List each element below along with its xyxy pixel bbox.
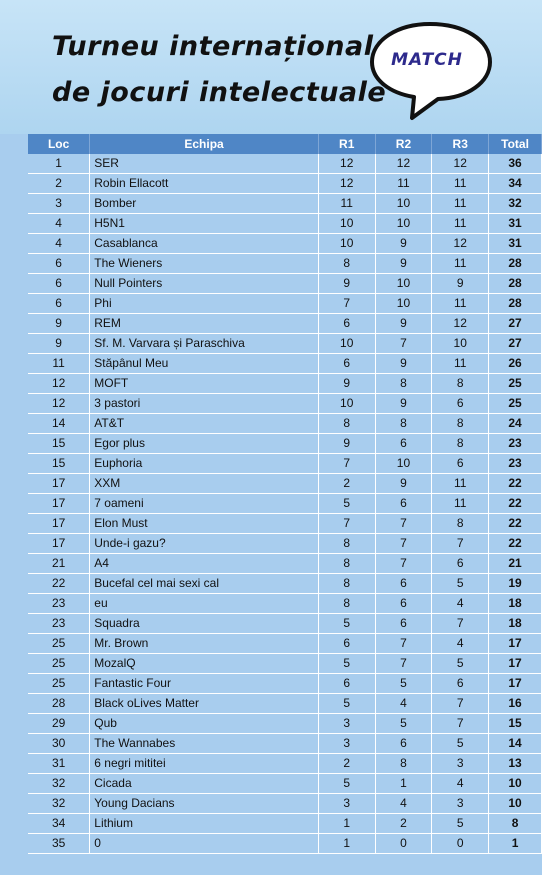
table-row: [28, 494, 542, 514]
cell-r2: 6: [375, 494, 432, 514]
table-row: [28, 794, 542, 814]
cell-total: 34: [489, 174, 542, 194]
cell-team: 0: [90, 834, 319, 854]
column-header-r1[interactable]: R1: [318, 134, 375, 154]
cell-team: Egor plus: [90, 434, 319, 454]
cell-r1: 11: [318, 194, 375, 214]
column-header-r3[interactable]: R3: [432, 134, 489, 154]
table-row: [28, 154, 542, 174]
cell-loc: 3: [28, 194, 90, 214]
cell-r1: 8: [318, 574, 375, 594]
table-row: [28, 514, 542, 534]
cell-r1: 9: [318, 274, 375, 294]
cell-loc: 25: [28, 674, 90, 694]
cell-r3: 5: [432, 734, 489, 754]
cell-r1: 12: [318, 154, 375, 174]
cell-r2: 9: [375, 394, 432, 414]
cell-loc: 9: [28, 334, 90, 354]
cell-r3: 12: [432, 154, 489, 174]
table-row: [28, 454, 542, 474]
cell-r2: 0: [375, 834, 432, 854]
cell-loc: 15: [28, 434, 90, 454]
table-row: [28, 674, 542, 694]
cell-team: Fantastic Four: [90, 674, 319, 694]
cell-total: 18: [489, 594, 542, 614]
cell-total: 10: [489, 794, 542, 814]
cell-r1: 7: [318, 454, 375, 474]
cell-loc: 17: [28, 474, 90, 494]
cell-r1: 10: [318, 394, 375, 414]
cell-loc: 17: [28, 534, 90, 554]
table-row: [28, 374, 542, 394]
cell-loc: 23: [28, 594, 90, 614]
cell-loc: 35: [28, 834, 90, 854]
cell-team: 7 oameni: [90, 494, 319, 514]
cell-team: Mr. Brown: [90, 634, 319, 654]
table-row: [28, 814, 542, 834]
cell-r1: 3: [318, 794, 375, 814]
table-row: [28, 434, 542, 454]
cell-r3: 3: [432, 794, 489, 814]
cell-loc: 1: [28, 154, 90, 174]
table-body: [28, 154, 542, 854]
cell-r1: 5: [318, 614, 375, 634]
cell-team: 6 negri mititei: [90, 754, 319, 774]
cell-r2: 6: [375, 734, 432, 754]
cell-loc: 14: [28, 414, 90, 434]
cell-r1: 5: [318, 494, 375, 514]
cell-total: 26: [489, 354, 542, 374]
column-header-echipa[interactable]: Echipa: [90, 134, 319, 154]
table-row: [28, 234, 542, 254]
results-table: [28, 134, 542, 854]
cell-team: Black oLives Matter: [90, 694, 319, 714]
cell-r1: 8: [318, 534, 375, 554]
table-row: [28, 294, 542, 314]
cell-r3: 7: [432, 614, 489, 634]
cell-r3: 0: [432, 834, 489, 854]
cell-r2: 9: [375, 254, 432, 274]
cell-r1: 8: [318, 254, 375, 274]
cell-r3: 6: [432, 554, 489, 574]
table-row: [28, 694, 542, 714]
cell-r2: 4: [375, 694, 432, 714]
cell-team: Casablanca: [90, 234, 319, 254]
cell-team: The Wannabes: [90, 734, 319, 754]
cell-r2: 6: [375, 574, 432, 594]
cell-loc: 30: [28, 734, 90, 754]
cell-total: 13: [489, 754, 542, 774]
cell-loc: 17: [28, 514, 90, 534]
cell-team: The Wieners: [90, 254, 319, 274]
cell-team: Stăpânul Meu: [90, 354, 319, 374]
cell-loc: 34: [28, 814, 90, 834]
cell-r1: 5: [318, 694, 375, 714]
cell-loc: 32: [28, 794, 90, 814]
cell-total: 23: [489, 454, 542, 474]
cell-team: AT&T: [90, 414, 319, 434]
cell-r3: 5: [432, 654, 489, 674]
table-row: [28, 554, 542, 574]
cell-total: 28: [489, 274, 542, 294]
table-header-row: [28, 134, 542, 154]
cell-team: A4: [90, 554, 319, 574]
table-row: [28, 534, 542, 554]
cell-r3: 11: [432, 214, 489, 234]
cell-r2: 7: [375, 534, 432, 554]
cell-loc: 23: [28, 614, 90, 634]
match-logo: [368, 18, 498, 122]
cell-r3: 8: [432, 434, 489, 454]
cell-r2: 8: [375, 754, 432, 774]
cell-r1: 2: [318, 754, 375, 774]
cell-r2: 7: [375, 554, 432, 574]
cell-total: 22: [489, 514, 542, 534]
table-row: [28, 214, 542, 234]
cell-total: 10: [489, 774, 542, 794]
cell-r1: 9: [318, 374, 375, 394]
cell-r3: 5: [432, 574, 489, 594]
cell-r1: 1: [318, 814, 375, 834]
cell-r1: 5: [318, 774, 375, 794]
cell-team: Robin Ellacott: [90, 174, 319, 194]
cell-r3: 11: [432, 494, 489, 514]
cell-r3: 6: [432, 394, 489, 414]
cell-team: Unde-i gazu?: [90, 534, 319, 554]
cell-team: XXM: [90, 474, 319, 494]
cell-total: 19: [489, 574, 542, 594]
cell-team: Qub: [90, 714, 319, 734]
table-row: [28, 714, 542, 734]
cell-total: 22: [489, 534, 542, 554]
title-line-2: de jocuri intelectuale: [52, 77, 387, 108]
cell-loc: 4: [28, 214, 90, 234]
cell-loc: 21: [28, 554, 90, 574]
cell-r2: 10: [375, 214, 432, 234]
cell-r1: 6: [318, 354, 375, 374]
logo-text: MATCH: [391, 50, 463, 70]
cell-total: 25: [489, 394, 542, 414]
cell-r2: 7: [375, 514, 432, 534]
table-row: [28, 334, 542, 354]
column-header-loc[interactable]: Loc: [28, 134, 90, 154]
table-row: [28, 614, 542, 634]
cell-r1: 3: [318, 714, 375, 734]
cell-r3: 6: [432, 454, 489, 474]
cell-r1: 3: [318, 734, 375, 754]
cell-total: 8: [489, 814, 542, 834]
cell-total: 36: [489, 154, 542, 174]
cell-r2: 12: [375, 154, 432, 174]
cell-team: REM: [90, 314, 319, 334]
cell-team: Lithium: [90, 814, 319, 834]
cell-r3: 9: [432, 274, 489, 294]
cell-r1: 8: [318, 414, 375, 434]
cell-r2: 7: [375, 634, 432, 654]
cell-r2: 5: [375, 714, 432, 734]
column-header-r2[interactable]: R2: [375, 134, 432, 154]
cell-total: 28: [489, 294, 542, 314]
cell-r1: 6: [318, 634, 375, 654]
cell-r1: 7: [318, 514, 375, 534]
table-row: [28, 834, 542, 854]
cell-total: 1: [489, 834, 542, 854]
cell-r2: 6: [375, 594, 432, 614]
cell-r1: 10: [318, 234, 375, 254]
cell-team: Sf. M. Varvara și Paraschiva: [90, 334, 319, 354]
table-row: [28, 754, 542, 774]
cell-r3: 10: [432, 334, 489, 354]
cell-loc: 32: [28, 774, 90, 794]
cell-loc: 29: [28, 714, 90, 734]
cell-r3: 4: [432, 634, 489, 654]
cell-loc: 6: [28, 274, 90, 294]
cell-total: 21: [489, 554, 542, 574]
page-header: [0, 0, 542, 134]
table-row: [28, 194, 542, 214]
cell-team: H5N1: [90, 214, 319, 234]
cell-total: 22: [489, 494, 542, 514]
cell-total: 27: [489, 314, 542, 334]
cell-r1: 12: [318, 174, 375, 194]
cell-team: Cicada: [90, 774, 319, 794]
speech-bubble-icon: [368, 18, 498, 122]
results-area: [0, 134, 542, 875]
cell-r1: 1: [318, 834, 375, 854]
cell-r2: 10: [375, 274, 432, 294]
cell-total: 14: [489, 734, 542, 754]
table-row: [28, 594, 542, 614]
cell-team: eu: [90, 594, 319, 614]
cell-r1: 6: [318, 314, 375, 334]
cell-loc: 28: [28, 694, 90, 714]
cell-r3: 8: [432, 374, 489, 394]
cell-total: 17: [489, 654, 542, 674]
cell-team: Bucefal cel mai sexi cal: [90, 574, 319, 594]
cell-team: MOFT: [90, 374, 319, 394]
cell-r3: 7: [432, 714, 489, 734]
cell-r2: 7: [375, 654, 432, 674]
cell-loc: 31: [28, 754, 90, 774]
cell-loc: 17: [28, 494, 90, 514]
cell-loc: 12: [28, 394, 90, 414]
cell-total: 28: [489, 254, 542, 274]
cell-r1: 6: [318, 674, 375, 694]
cell-r3: 11: [432, 294, 489, 314]
cell-total: 31: [489, 234, 542, 254]
table-row: [28, 314, 542, 334]
cell-r2: 9: [375, 354, 432, 374]
cell-r3: 3: [432, 754, 489, 774]
cell-r2: 6: [375, 614, 432, 634]
cell-loc: 11: [28, 354, 90, 374]
cell-team: Elon Must: [90, 514, 319, 534]
table-row: [28, 574, 542, 594]
cell-r1: 9: [318, 434, 375, 454]
cell-total: 32: [489, 194, 542, 214]
cell-team: SER: [90, 154, 319, 174]
column-header-total[interactable]: Total: [489, 134, 542, 154]
cell-r2: 4: [375, 794, 432, 814]
table-row: [28, 654, 542, 674]
cell-loc: 6: [28, 254, 90, 274]
table-row: [28, 474, 542, 494]
cell-r2: 1: [375, 774, 432, 794]
cell-r2: 9: [375, 314, 432, 334]
cell-r3: 6: [432, 674, 489, 694]
cell-r3: 7: [432, 694, 489, 714]
cell-loc: 15: [28, 454, 90, 474]
cell-r3: 4: [432, 774, 489, 794]
title-line-1: Turneu internațional: [52, 31, 374, 62]
cell-r2: 7: [375, 334, 432, 354]
cell-total: 17: [489, 674, 542, 694]
cell-r2: 9: [375, 474, 432, 494]
table-row: [28, 354, 542, 374]
cell-r3: 12: [432, 234, 489, 254]
cell-loc: 4: [28, 234, 90, 254]
cell-loc: 6: [28, 294, 90, 314]
cell-loc: 22: [28, 574, 90, 594]
cell-total: 23: [489, 434, 542, 454]
cell-total: 27: [489, 334, 542, 354]
cell-team: Null Pointers: [90, 274, 319, 294]
cell-total: 18: [489, 614, 542, 634]
cell-r2: 6: [375, 434, 432, 454]
table-row: [28, 634, 542, 654]
cell-r1: 8: [318, 554, 375, 574]
cell-r3: 11: [432, 194, 489, 214]
table-row: [28, 394, 542, 414]
cell-r2: 10: [375, 454, 432, 474]
table-row: [28, 774, 542, 794]
table-row: [28, 414, 542, 434]
cell-r2: 2: [375, 814, 432, 834]
cell-team: Squadra: [90, 614, 319, 634]
table-row: [28, 254, 542, 274]
cell-loc: 12: [28, 374, 90, 394]
cell-r1: 5: [318, 654, 375, 674]
cell-r1: 10: [318, 214, 375, 234]
cell-total: 17: [489, 634, 542, 654]
cell-r1: 10: [318, 334, 375, 354]
cell-team: Euphoria: [90, 454, 319, 474]
cell-total: 15: [489, 714, 542, 734]
cell-total: 24: [489, 414, 542, 434]
cell-total: 31: [489, 214, 542, 234]
table-row: [28, 174, 542, 194]
cell-r3: 11: [432, 254, 489, 274]
cell-r3: 11: [432, 474, 489, 494]
cell-team: Phi: [90, 294, 319, 314]
cell-loc: 9: [28, 314, 90, 334]
cell-team: 3 pastori: [90, 394, 319, 414]
cell-r2: 5: [375, 674, 432, 694]
cell-loc: 2: [28, 174, 90, 194]
cell-team: MozalQ: [90, 654, 319, 674]
cell-total: 16: [489, 694, 542, 714]
cell-team: Bomber: [90, 194, 319, 214]
cell-r3: 7: [432, 534, 489, 554]
cell-r2: 11: [375, 174, 432, 194]
cell-r2: 10: [375, 294, 432, 314]
page-title: [52, 24, 386, 116]
cell-r1: 7: [318, 294, 375, 314]
table-row: [28, 734, 542, 754]
cell-r3: 8: [432, 514, 489, 534]
cell-r2: 8: [375, 414, 432, 434]
cell-r1: 2: [318, 474, 375, 494]
cell-team: Young Dacians: [90, 794, 319, 814]
cell-r3: 12: [432, 314, 489, 334]
cell-r3: 11: [432, 174, 489, 194]
cell-r2: 9: [375, 234, 432, 254]
table-row: [28, 274, 542, 294]
cell-r3: 8: [432, 414, 489, 434]
cell-loc: 25: [28, 634, 90, 654]
cell-r3: 4: [432, 594, 489, 614]
cell-total: 25: [489, 374, 542, 394]
cell-r2: 8: [375, 374, 432, 394]
cell-r3: 11: [432, 354, 489, 374]
cell-r3: 5: [432, 814, 489, 834]
cell-r2: 10: [375, 194, 432, 214]
cell-loc: 25: [28, 654, 90, 674]
cell-total: 22: [489, 474, 542, 494]
cell-r1: 8: [318, 594, 375, 614]
